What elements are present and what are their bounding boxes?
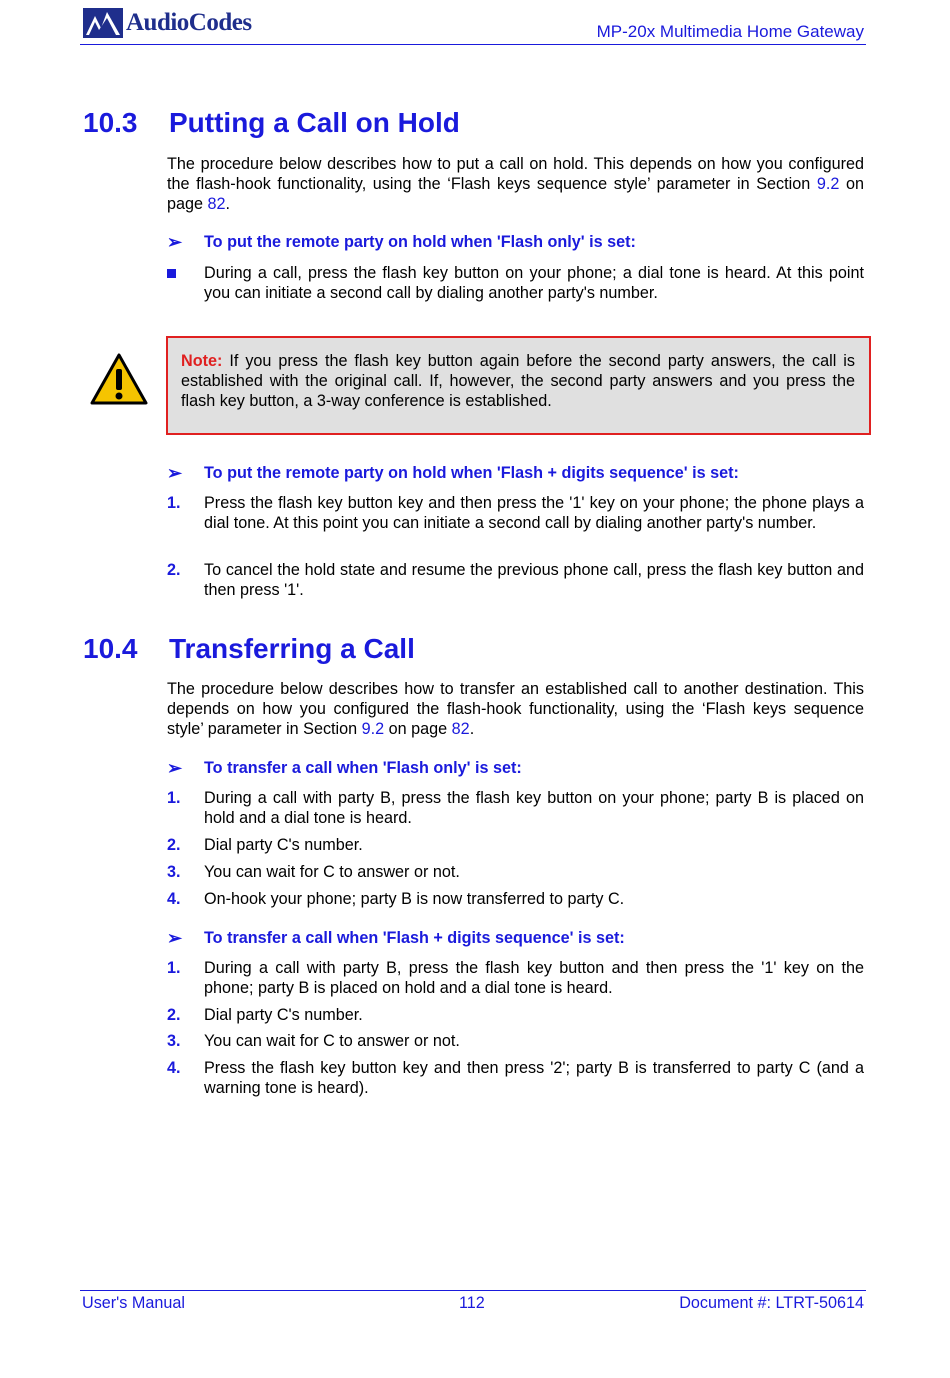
list-item	[167, 560, 864, 600]
arrow-right-icon: ➢	[167, 758, 183, 778]
arrow-right-icon: ➢	[167, 463, 183, 483]
intro-text: .	[469, 720, 475, 738]
audiocodes-logo-icon	[83, 8, 123, 38]
step-number: 4.	[167, 890, 181, 908]
arrow-right-icon: ➢	[167, 232, 183, 252]
step-text: Press the flash key button key and then press '2'; party B is transferred to party C (and a warning tone is heard).	[204, 1059, 864, 1097]
step-text: During a call with party B, press the flash key button on your phone; party B is placed on hold and a dial tone is heard.	[204, 789, 864, 827]
intro-text: The procedure below describes how to put a call on hold. This depends on how you configured the flash-hook functionality, using the ‘Flash keys sequence style’ parameter in Section	[167, 155, 864, 193]
section-intro-paragraph	[167, 679, 864, 739]
list-item	[167, 788, 864, 828]
note-label: Note:	[181, 352, 223, 370]
step-text: Dial party C's number.	[204, 836, 363, 854]
procedure-heading	[167, 463, 739, 484]
procedure-title: To transfer a call when 'Flash + digits sequence' is set:	[204, 929, 625, 947]
page-number: 112	[459, 1294, 485, 1312]
warning-icon	[89, 352, 149, 411]
step-number: 3.	[167, 863, 181, 881]
section-intro-paragraph	[167, 154, 864, 214]
arrow-right-icon: ➢	[167, 928, 183, 948]
list-item	[167, 1058, 864, 1098]
step-text: Dial party C's number.	[204, 1006, 363, 1024]
section-title: Transferring a Call	[169, 633, 415, 664]
intro-text: The procedure below describes how to transfer an established call to another destination. This depends on how you configured the flash-hook functionality, using the ‘Flash keys sequence style’ parameter in Section	[167, 680, 864, 738]
procedure-title: To transfer a call when 'Flash only' is set:	[204, 759, 522, 777]
list-item	[167, 493, 864, 533]
step-text: On-hook your phone; party B is now transferred to party C.	[204, 890, 625, 908]
intro-text: on page	[384, 720, 452, 738]
section-title: Putting a Call on Hold	[169, 107, 460, 138]
section-heading-10-4	[83, 633, 415, 665]
procedure-heading	[167, 758, 522, 779]
step-text: Press the flash key button key and then press the '1' key on your phone; the phone plays a dial tone. At this point you can initiate a second call by dialing another party's number.	[204, 494, 864, 532]
list-item	[167, 835, 864, 855]
list-item	[167, 862, 864, 882]
step-text: You can wait for C to answer or not.	[204, 863, 460, 881]
step-number: 2.	[167, 561, 181, 579]
step-number: 3.	[167, 1032, 181, 1050]
section-number: 10.4	[83, 633, 138, 664]
intro-text: on page	[167, 175, 864, 213]
step-number: 2.	[167, 836, 181, 854]
footer-divider	[80, 1290, 866, 1291]
section-heading-10-3	[83, 107, 460, 139]
step-number: 2.	[167, 1006, 181, 1024]
step-number: 4.	[167, 1059, 181, 1077]
note-text: If you press the flash key button again before the second party answers, the call is established with the original call. If, however, the second party answers and you press the flash key button, a 3-way conference is established.	[181, 352, 855, 410]
document-number: Document #: LTRT-50614	[679, 1294, 864, 1312]
list-item	[167, 1031, 864, 1051]
page-link[interactable]: 82	[207, 195, 226, 213]
step-text: You can wait for C to answer or not.	[204, 1032, 460, 1050]
footer-manual-name: User's Manual	[82, 1294, 185, 1312]
section-number: 10.3	[83, 107, 138, 138]
audiocodes-logo	[83, 8, 252, 38]
list-item	[167, 1005, 864, 1025]
note-box	[166, 336, 871, 435]
square-bullet-icon	[167, 269, 176, 278]
list-item	[167, 889, 864, 909]
list-item	[167, 958, 864, 998]
procedure-heading	[167, 232, 636, 253]
logo-text: AudioCodes	[126, 9, 252, 36]
bullet-item	[167, 263, 864, 303]
document-title: MP-20x Multimedia Home Gateway	[596, 22, 864, 41]
procedure-title: To put the remote party on hold when 'Flash only' is set:	[204, 233, 636, 251]
step-number: 1.	[167, 959, 181, 977]
intro-text: .	[225, 195, 231, 213]
step-number: 1.	[167, 494, 181, 512]
step-number: 1.	[167, 789, 181, 807]
header-divider	[80, 44, 866, 45]
page-link[interactable]: 82	[451, 720, 470, 738]
procedure-heading	[167, 928, 625, 949]
section-link[interactable]: 9.2	[361, 720, 385, 738]
step-text: To cancel the hold state and resume the previous phone call, press the flash key button and then press '1'.	[204, 561, 864, 599]
bullet-text: During a call, press the flash key button on your phone; a dial tone is heard. At this point you can initiate a second call by dialing another party's number.	[204, 264, 864, 302]
step-text: During a call with party B, press the flash key button and then press the '1' key on the phone; party B is placed on hold and a dial tone is heard.	[204, 959, 864, 997]
section-link[interactable]: 9.2	[816, 175, 840, 193]
procedure-title: To put the remote party on hold when 'Flash + digits sequence' is set:	[204, 464, 739, 482]
